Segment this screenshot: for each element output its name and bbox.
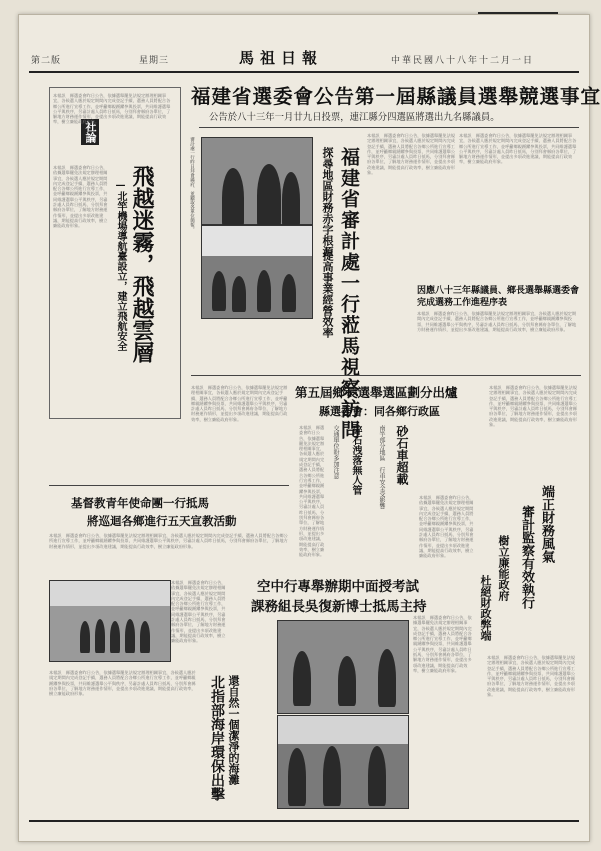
coast-subheadline: 北指部海岸環保出擊 xyxy=(209,675,225,801)
exam-photo-2 xyxy=(277,715,409,809)
audit-right-3: 樹立廉能政府 xyxy=(497,535,510,601)
editorial-body: 本報訊 縣選委會昨日公告，依據選舉罷免法規定辦理相關事宜，各候選人應於規定期間內完成登記手續，選務人員將配合各鄉公所進行宣導工作，並呼籲鄉親踴躍參與投票，共同維護選舉公平與秩序，另審計處人員昨日抵馬，分別拜會縣府各單位，了解地方財務運作情形，並提出多項改進建議，期能提高行政效率，樹立廉能政府形象。 xyxy=(53,165,108,229)
exam-subheadline: 課務組長吳復新博士抵馬主持 xyxy=(251,599,427,615)
audit-visit-sub1: 探尋地區財務赤字根源 xyxy=(321,147,334,257)
audit-photo-caption: 審計處一行昨日拜會縣府，並聽取各單位簡報。 xyxy=(189,137,195,232)
coast-headline: 還自然一個潔淨的海灘 xyxy=(227,675,240,785)
newspaper-page xyxy=(18,14,601,842)
gravel-headline: 砂石車超載 xyxy=(395,425,409,485)
mid-rule xyxy=(191,375,581,376)
audit-right-body: 本報訊 縣選委會昨日公告，依據選舉罷免法規定辦理相關事宜，各候選人應於規定期間內完成登記手續，選務人員將配合各鄉公所進行宣導工作，並呼籲鄉親踴躍參與投票，共同維護選舉公平與秩序，另審計處人員昨日抵馬，分別拜會縣府各單位，了解地方財務運作情形，並提出多項改進建議，期能提高行政效率，樹立廉能政府形象。 xyxy=(419,495,474,559)
person-figure xyxy=(140,621,150,653)
left-middle-body: 本報訊 縣選委會昨日公告，依據選舉罷免法規定辦理相關事宜，各候選人應於規定期間內完成登記手續，選務人員將配合各鄉公所進行宣導工作，並呼籲鄉親踴躍參與投票，共同維護選舉公平與秩序，另審計處人員昨日抵馬，分別拜會縣府各單位，了解地方財務運作情形，並提出多項改進建議，期能提高行政效率，樹立廉能政府形象。 xyxy=(191,385,288,422)
person-figure xyxy=(293,651,311,706)
notice-body: 本報訊 縣選委會昨日公告，依據選舉罷免法規定辦理相關事宜，各候選人應於規定期間內完成登記手續，選務人員將配合各鄉公所進行宣導工作，並呼籲鄉親踴躍參與投票，共同維護選舉公平與秩序，另審計處人員昨日抵馬，分別拜會縣府各單位，了解地方財務運作情形，並提出多項改進建議，期能提高行政效率，樹立廉能政府形象。 xyxy=(459,133,577,165)
person-figure xyxy=(110,621,120,653)
audit-photo-caption-anchor xyxy=(201,137,311,317)
township-election-headline: 第五屆鄉長選舉選區劃分出爐 xyxy=(295,385,458,400)
exam-body: 本報訊 縣選委會昨日公告，依據選舉罷免法規定辦理相關事宜，各候選人應於規定期間內完成登記手續，選務人員將配合各鄉公所進行宣導工作，並呼籲鄉親踴躍參與投票，共同維護選舉公平與秩序，另審計處人員昨日抵馬，分別拜會縣府各單位，了解地方財務運作情形，並提出多項改進建議，期能提高行政效率，樹立廉能政府形象。 xyxy=(413,615,472,673)
christian-top-rule xyxy=(49,485,289,486)
notice-rule xyxy=(199,127,579,128)
main-notice-subline: 公告於八十三年一月廿九日投票，連江縣分四選區將選出九名縣議員。 xyxy=(209,112,500,123)
township-election-sub: 縣選委會：同各鄉行政區 xyxy=(319,405,440,418)
gravel-body: 本報訊 縣選委會昨日公告，依據選舉罷免法規定辦理相關事宜，各候選人應於規定期間內完成登記手續，選務人員將配合各鄉公所進行宣導工作，並呼籲鄉親踴躍參與投票，共同維護選舉公平與秩序，另審計處人員昨日抵馬，分別拜會縣府各單位，了解地方財務運作情形，並提出多項改進建議，期能提高行政效率，樹立廉能政府形象。 xyxy=(299,425,325,558)
audit-visit-body: 本報訊 縣選委會昨日公告，依據選舉罷免法規定辦理相關事宜，各候選人應於規定期間內完成登記手續，選務人員將配合各鄉公所進行宣導工作，並呼籲鄉親踴躍參與投票，共同維護選舉公平與秩序，另審計處人員昨日抵馬，分別拜會縣府各單位，了解地方財務運作情形，並提出多項改進建議，期能提高行政效率，樹立廉能政府形象。 xyxy=(367,133,455,176)
election-schedule-body: 本報訊 縣選委會昨日公告，依據選舉罷免法規定辦理相關事宜，各候選人應於規定期間內完成登記手續，選務人員將配合各鄉公所進行宣導工作，並呼籲鄉親踴躍參與投票，共同維護選舉公平與秩序，另審計處人員昨日抵馬，分別拜會縣府各單位，了解地方財務運作情形，並提出多項改進建議，期能提高行政效率，樹立廉能政府形象。 xyxy=(417,311,577,332)
masthead-rule xyxy=(29,71,579,73)
editorial-subtitle: —北竿機場導航臺設立，建立飛航安全 xyxy=(115,180,126,351)
person-figure xyxy=(378,649,396,707)
christian-body: 本報訊 縣選委會昨日公告，依據選舉罷免法規定辦理相關事宜，各候選人應於規定期間內完成登記手續，選務人員將配合各鄉公所進行宣導工作，並呼籲鄉親踴躍參與投票，共同維護選舉公平與秩序，另審計處人員昨日抵馬，分別拜會縣府各單位，了解地方財務運作情形，並提出多項改進建議，期能提高行政效率，樹立廉能政府形象。 xyxy=(49,533,288,549)
audit-right-4: 杜絕財政弊端 xyxy=(479,575,492,641)
exam-headline: 空中行專舉辦期中面授考試 xyxy=(257,579,419,595)
christian-body-2: 本報訊 縣選委會昨日公告，依據選舉罷免法規定辦理相關事宜，各候選人應於規定期間內完成登記手續，選務人員將配合各鄉公所進行宣導工作，並呼籲鄉親踴躍參與投票，共同維護選舉公平與秩序，另審計處人員昨日抵馬，分別拜會縣府各單位，了解地方財務運作情形，並提出多項改進建議，期能提高行政效率，樹立廉能政府形象。 xyxy=(171,580,226,644)
editorial-title: 飛越迷霧，飛越雲層 xyxy=(129,165,155,363)
coast-body: 本報訊 縣選委會昨日公告，依據選舉罷免法規定辦理相關事宜，各候選人應於規定期間內完成登記手續，選務人員將配合各鄉公所進行宣導工作，並呼籲鄉親踴躍參與投票，共同維護選舉公平與秩序，另審計處人員昨日抵馬，分別拜會縣府各單位，了解地方財務運作情形，並提出多項改進建議，期能提高行政效率，樹立廉能政府形象。 xyxy=(49,670,196,697)
election-schedule-headline: 因應八十三年縣議員、鄉長選舉縣選委會完成選務工作進程序表 xyxy=(417,286,580,308)
person-figure xyxy=(288,748,306,806)
person-figure xyxy=(323,746,341,806)
person-figure xyxy=(368,746,386,806)
person-figure xyxy=(95,619,105,653)
photo-wall xyxy=(278,716,408,744)
masthead-date: 中華民國八十八年十二月一日 xyxy=(391,56,535,66)
main-notice-headline: 福建省選委會公告第一屆縣議員選舉競選事宜 xyxy=(191,85,601,108)
editorial-body-top: 本報訊 縣選委會昨日公告，依據選舉罷免法規定辦理相關事宜，各候選人應於規定期間內完成登記手續，選務人員將配合各鄉公所進行宣導工作，並呼籲鄉親踴躍參與投票，共同維護選舉公平與秩序，另審計處人員昨日抵馬，分別拜會縣府各單位，了解地方財務運作情形，並提出多項改進建議，期能提高行政效率，樹立廉能政府形象。 xyxy=(53,93,171,125)
gravel-sub1: 碎石洩落無人管 xyxy=(350,425,361,495)
christian-photo xyxy=(49,580,171,662)
weekday-label: 星期三 xyxy=(139,56,170,66)
audit-visit-sub2: 提高事業經營效率 xyxy=(321,250,334,338)
page-label: 第二版 xyxy=(31,56,62,66)
christian-subheadline: 將巡迴各鄉進行五天宣教活動 xyxy=(87,514,237,528)
gravel-sub2: 交通單位盼多加注意 xyxy=(332,425,339,479)
person-figure xyxy=(125,619,135,653)
masthead-paper-name: 馬祖日報 xyxy=(239,49,324,67)
christian-headline: 基督教青年使命團一行抵馬 xyxy=(71,496,209,510)
exam-photo-1 xyxy=(277,620,409,714)
gravel-sub3: 南竿部分地區 行車安全受影響 xyxy=(378,425,385,509)
person-figure xyxy=(80,621,90,653)
audit-visit-headline: 福建省審計處一行蒞馬視察訪問 xyxy=(338,147,360,441)
photo-sky xyxy=(50,581,170,606)
audit-right-body-2: 本報訊 縣選委會昨日公告，依據選舉罷免法規定辦理相關事宜，各候選人應於規定期間內完成登記手續，選務人員將配合各鄉公所進行宣導工作，並呼籲鄉親踴躍參與投票，共同維護選舉公平與秩序，另審計處人員昨日抵馬，分別拜會縣府各單位，了解地方財務運作情形，並提出多項改進建議，期能提高行政效率，樹立廉能政府形象。 xyxy=(487,655,575,698)
editorial-tag: 社論 xyxy=(81,119,99,145)
audit-right-1: 端正財務風氣 xyxy=(539,485,554,563)
person-figure xyxy=(338,656,356,706)
audit-right-2: 審計監察有效執行 xyxy=(519,505,534,609)
bottom-rule xyxy=(29,820,579,822)
township-election-body: 本報訊 縣選委會昨日公告，依據選舉罷免法規定辦理相關事宜，各候選人應於規定期間內完成登記手續，選務人員將配合各鄉公所進行宣導工作，並呼籲鄉親踴躍參與投票，共同維護選舉公平與秩序，另審計處人員昨日抵馬，分別拜會縣府各單位，了解地方財務運作情形，並提出多項改進建議，期能提高行政效率，樹立廉能政府形象。 xyxy=(489,385,577,428)
